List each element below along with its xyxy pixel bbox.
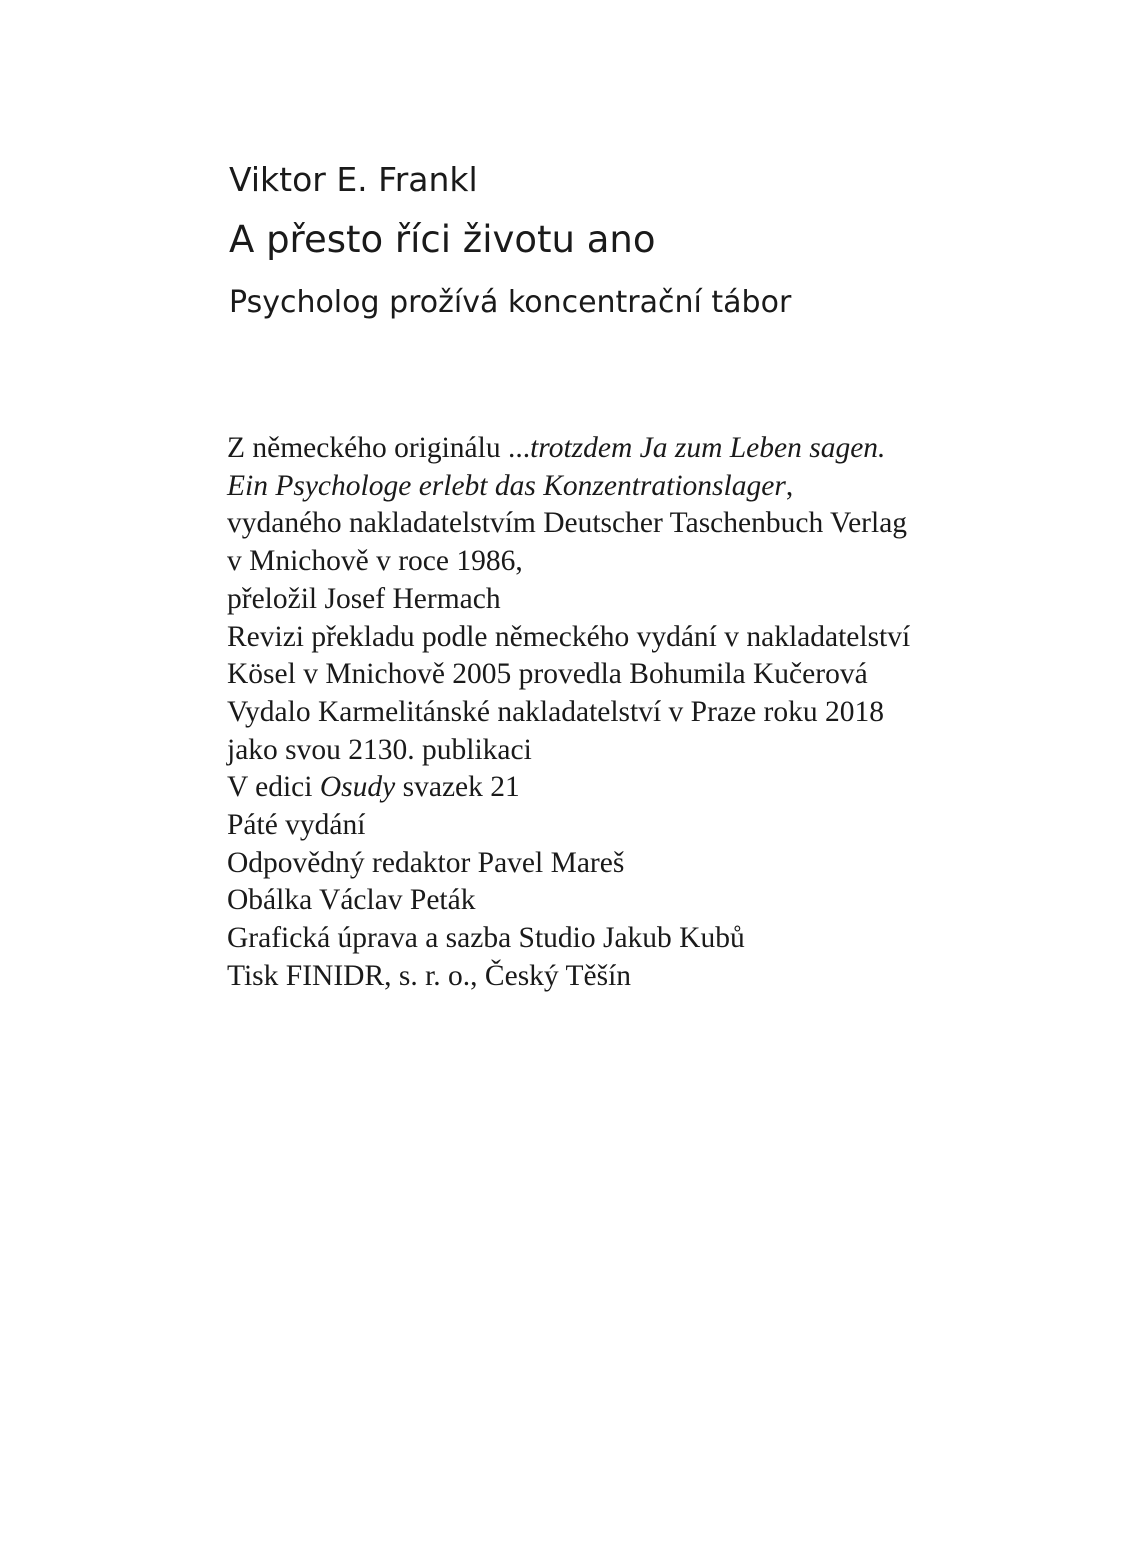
original-title-part2: Ein Psychologe erlebt das Konzentrationslager (227, 469, 786, 502)
imprint-line-printer: Tisk FINIDR, s. r. o., Český Těšín (227, 959, 632, 992)
imprint-line-edition: Páté vydání (227, 809, 366, 842)
series-prefix: V edici (227, 771, 320, 804)
author-name: Viktor E. Frankl (229, 160, 478, 199)
imprint-block (227, 430, 1107, 996)
imprint-line-original-title (227, 430, 1107, 468)
imprint-line-place-year: v Mnichově v roce 1986, (227, 545, 523, 578)
imprint-line-published-by: Vydalo Karmelitánské nakladatelství v Praze roku 2018 (227, 695, 885, 728)
series-name: Osudy (319, 771, 396, 804)
book-title: A přesto říci životu ano (229, 218, 656, 261)
imprint-line-cover: Obálka Václav Peták (227, 884, 476, 917)
imprint-line-revision-by: Kösel v Mnichově 2005 provedla Bohumila Kučerová (227, 658, 868, 691)
imprint-line-revision: Revizi překladu podle německého vydání v nakladatelství (227, 620, 911, 653)
imprint-line-publication-number: jako svou 2130. publikaci (227, 733, 532, 766)
original-subtitle-suffix: , (785, 469, 794, 502)
original-title-prefix: Z německého originálu ... (227, 432, 531, 464)
imprint-line-typesetting: Grafická úprava a sazba Studio Jakub Kubů (227, 922, 745, 955)
original-title-part1: trotzdem Ja zum Leben sagen. (530, 432, 886, 464)
title-block (229, 150, 1089, 336)
imprint-line-translator: přeložil Josef Hermach (227, 582, 501, 615)
imprint-line-publisher: vydaného nakladatelstvím Deutscher Taschenbuch Verlag (227, 507, 908, 540)
book-subtitle: Psycholog prožívá koncentrační tábor (229, 285, 792, 320)
series-volume: svazek 21 (395, 771, 520, 804)
imprint-line-editor: Odpovědný redaktor Pavel Mareš (227, 846, 625, 879)
imprint-line-series (227, 769, 1107, 807)
imprint-line-original-subtitle (227, 468, 1107, 506)
